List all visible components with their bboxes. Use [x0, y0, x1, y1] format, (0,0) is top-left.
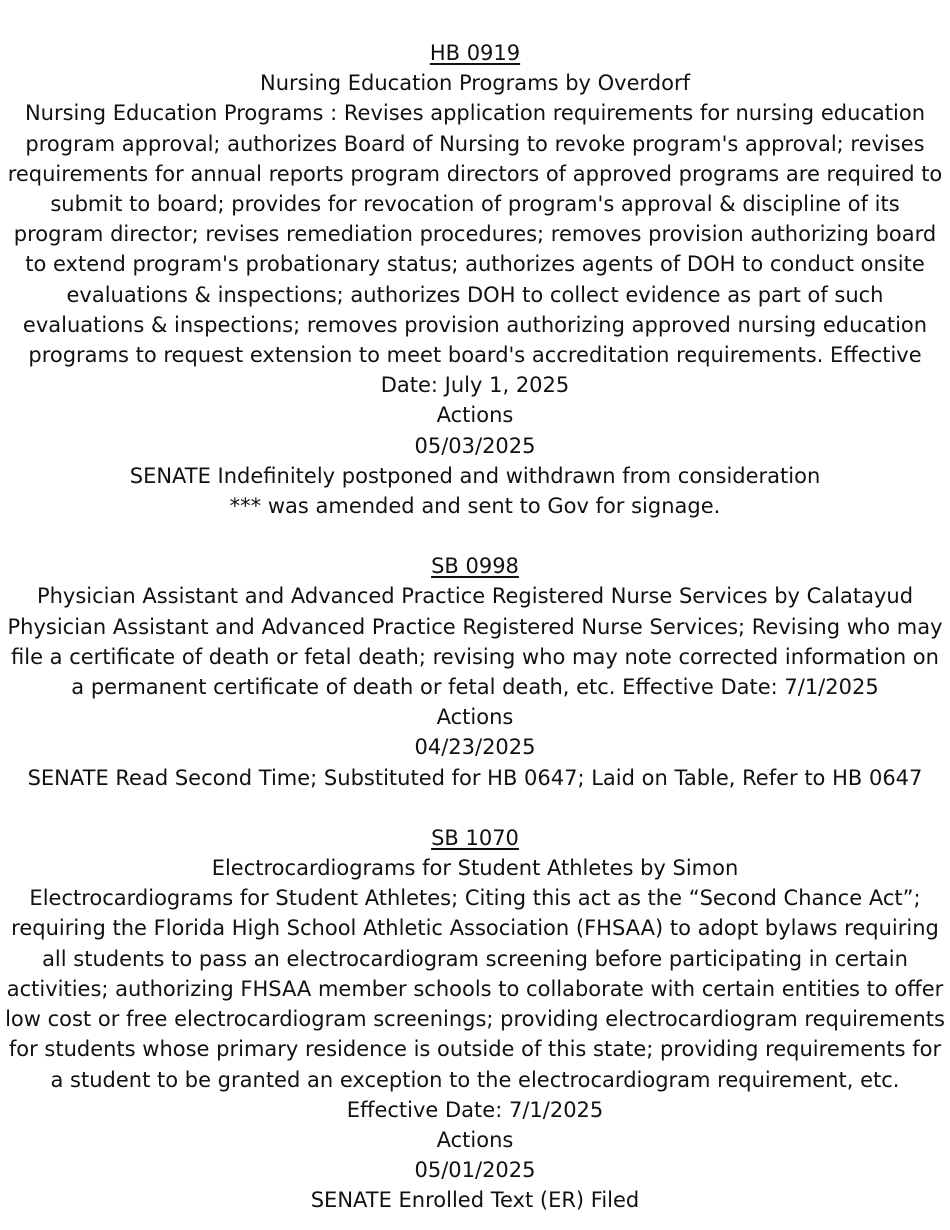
bill-description: Physician Assistant and Advanced Practice Registered Nurse Services; Revising who may file a certificate of death or fetal death; revising who may note corrected information on a permanent certificate of death or fetal death, etc. Effective Date: 7/1/2025: [7, 614, 943, 700]
bill-title-sponsor: Physician Assistant and Advanced Practice Registered Nurse Services by Calatayud: [36, 584, 914, 609]
bill-description: Nursing Education Programs : Revises application requirements for nursing education program approval; authorizes Board of Nursing to revoke program's approval; revises requirements for annual reports program directors of approved programs are required to submit to board; provides for revocation of program's approval & discipline of its program director; revises remediation procedures; removes provision authorizing board to extend program's probationary status; authorizes agents of DOH to conduct onsite evaluations & inspections; authorizes DOH to collect evidence as part of such evaluations & inspections; removes provision authorizing approved nursing education programs to request extension to meet board's accreditation requirements. Effective Date: July 1, 2025: [7, 101, 943, 398]
bill-entry-sb1070: [0, 823, 950, 1216]
bill-number-link[interactable]: SB 1070: [431, 825, 519, 850]
bill-number-link[interactable]: HB 0919: [429, 41, 521, 65]
bill-entry-sb0998: [0, 551, 950, 793]
action-date: 04/23/2025: [414, 735, 536, 760]
actions-heading: Actions: [436, 1127, 514, 1152]
action-text: SENATE Read Second Time; Substituted for HB 0647; Laid on Table, Refer to HB 0647: [27, 765, 923, 790]
bill-description: Electrocardiograms for Student Athletes; Citing this act as the “Second Chance Act”; requiring the Florida High School Athletic Association (FHSAA) to adopt bylaws requiring all students to pass an electrocardiogram screening before participating in certain activities; authorizing FHSAA member schools to collaborate with certain entities to offer low cost or free electrocardiogram screenings; providing electrocardiogram requirements for students whose primary residence is outside of this state; providing requirements for a student to be granted an exception to the electrocardiogram requirement, etc. Effective Date: 7/1/2025: [5, 886, 945, 1122]
bill-title-sponsor: Electrocardiograms for Student Athletes by Simon: [211, 856, 739, 881]
bill-note: *** was amended and sent to Gov for signage.: [229, 494, 721, 519]
action-text: SENATE Enrolled Text (ER) Filed: [310, 1188, 640, 1213]
action-date: 05/01/2025: [414, 1158, 536, 1183]
bill-entry-hb0919: [0, 38, 950, 521]
action-text: SENATE Indefinitely postponed and withdrawn from consideration: [129, 463, 821, 488]
bill-title-sponsor: Nursing Education Programs by Overdorf: [260, 71, 690, 96]
actions-heading: Actions: [436, 705, 514, 730]
bill-number-link[interactable]: SB 0998: [431, 554, 519, 579]
action-date: 05/03/2025: [414, 433, 536, 458]
actions-heading: Actions: [436, 403, 514, 428]
